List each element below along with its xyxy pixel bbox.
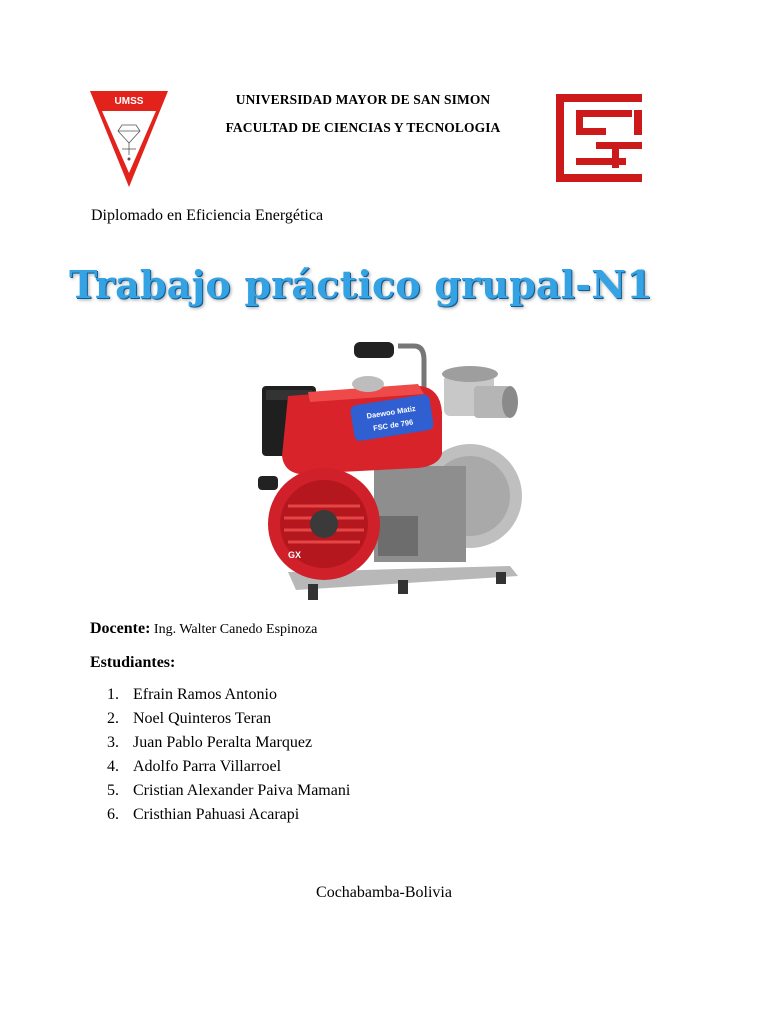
umss-logo-text: UMSS <box>114 96 144 107</box>
university-name: UNIVERSIDAD MAYOR DE SAN SIMON <box>235 92 491 107</box>
student-item <box>107 757 350 781</box>
student-name: Cristhian Pahuasi Acarapi <box>133 806 300 823</box>
instructor-line <box>90 620 317 638</box>
student-name: Efrain Ramos Antonio <box>133 686 277 703</box>
badge-text-line1: Daewoo Matiz <box>365 403 417 421</box>
student-item <box>107 781 350 805</box>
badge-text-line2: FSC de 796 <box>372 417 414 433</box>
students-list <box>107 685 350 829</box>
student-number: 5. <box>107 782 119 799</box>
student-name: Adolfo Parra Villarroel <box>133 758 282 775</box>
student-number: 6. <box>107 806 119 823</box>
program-name: Diplomado en Eficiencia Energética <box>91 207 324 224</box>
page-title: Trabajo práctico grupal-N1 <box>69 262 653 307</box>
student-number: 3. <box>107 734 119 751</box>
engine-label: GX <box>288 550 302 560</box>
student-number: 1. <box>107 686 119 703</box>
location-text: Cochabamba-Bolivia <box>316 884 452 901</box>
student-item <box>107 733 350 757</box>
students-heading: Estudiantes: <box>90 654 176 671</box>
student-name: Noel Quinteros Teran <box>133 710 272 727</box>
student-item <box>107 805 350 829</box>
student-name: Cristian Alexander Paiva Mamani <box>133 782 351 799</box>
student-number: 2. <box>107 710 119 727</box>
student-item <box>107 685 350 709</box>
faculty-name: FACULTAD DE CIENCIAS Y TECNOLOGIA <box>225 120 501 135</box>
instructor-name: Ing. Walter Canedo Espinoza <box>153 622 318 637</box>
instructor-label: Docente: <box>90 620 151 637</box>
water-pump-image <box>248 336 528 606</box>
student-item <box>107 709 350 733</box>
student-name: Juan Pablo Peralta Marquez <box>133 734 313 751</box>
student-number: 4. <box>107 758 119 775</box>
